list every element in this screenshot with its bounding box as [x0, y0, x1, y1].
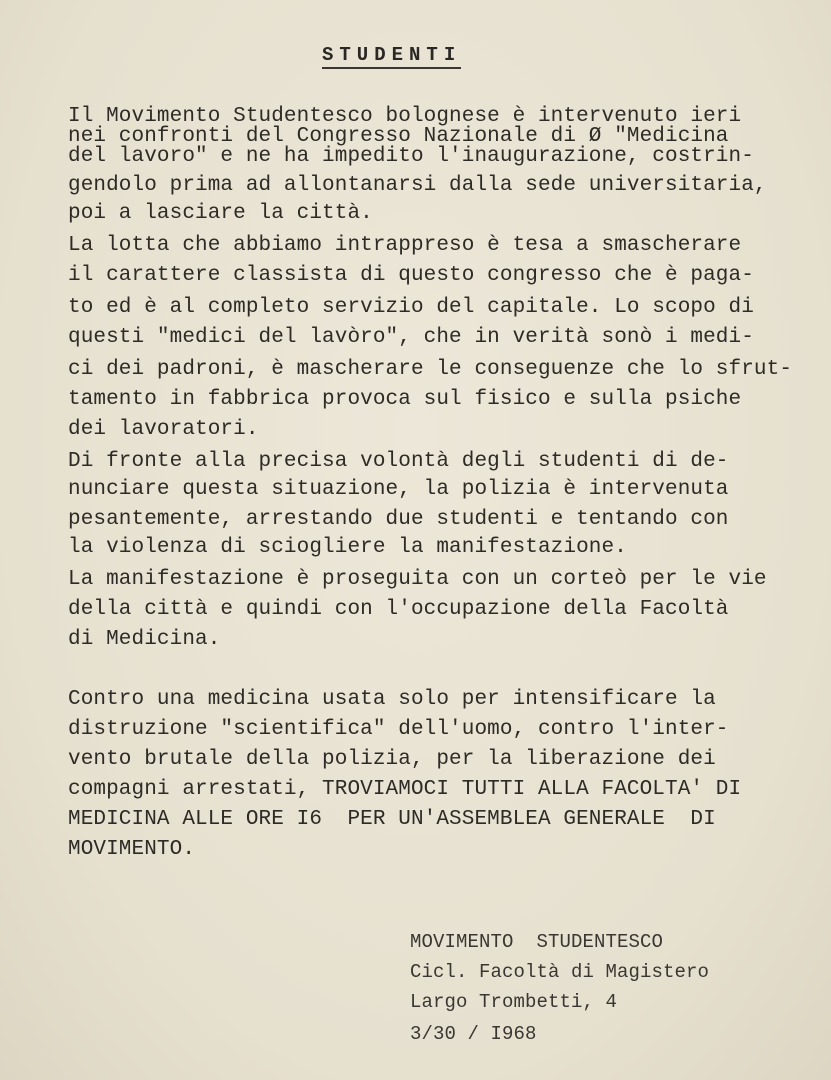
body-line: di Medicina. — [68, 628, 221, 651]
body-line: vento brutale della polizia, per la liberazione dei — [68, 748, 716, 771]
body-line: distruzione "scientifica" dell'uomo, contro l'inter- — [68, 718, 729, 741]
body-line: gendolo prima ad allontanarsi dalla sede universitaria, — [68, 174, 767, 197]
body-line: La manifestazione è proseguita con un corteò per le vie — [68, 568, 767, 591]
body-line: nunciare questa situazione, la polizia è intervenuta — [68, 478, 729, 501]
body-line: compagni arrestati, TROVIAMOCI TUTTI ALLA FACOLTA' DI — [68, 778, 742, 801]
body-line: dei lavoratori. — [68, 418, 259, 441]
body-line: to ed è al completo servizio del capitale. Lo scopo di — [68, 296, 754, 319]
body-line: poi a lasciare la città. — [68, 202, 373, 225]
signature-line: Largo Trombetti, 4 — [410, 991, 618, 1013]
body-line: MOVIMENTO. — [68, 838, 196, 861]
body-line: tamento in fabbrica provoca sul fisico e sulla psiche — [68, 388, 742, 411]
body-line: Contro una medicina usata solo per intensificare la — [68, 688, 716, 711]
body-line: la violenza di sciogliere la manifestazione. — [68, 536, 627, 559]
body-line: del lavoro" e ne ha impedito l'inaugurazione, costrin- — [68, 145, 754, 168]
body-line: Di fronte alla precisa volontà degli studenti di de- — [68, 450, 729, 473]
body-line: il carattere classista di questo congresso che è paga- — [68, 264, 754, 287]
body-line: pesantemente, arrestando due studenti e tentando con — [68, 508, 729, 531]
body-line: questi "medici del lavòro", che in verità sonò i medi- — [68, 326, 754, 349]
body-line: nei confronti del Congresso Nazionale di Ø "Medicina — [68, 125, 729, 148]
body-line: Il Movimento Studentesco bolognese è intervenuto ieri — [68, 105, 742, 128]
body-line: MEDICINA ALLE ORE I6 PER UN'ASSEMBLEA GENERALE DI — [68, 808, 716, 831]
signature-line: 3/30 / I968 — [410, 1023, 537, 1045]
body-line: della città e quindi con l'occupazione della Facoltà — [68, 598, 729, 621]
body-line: ci dei padroni, è mascherare le conseguenze che lo sfrut- — [68, 358, 793, 381]
signature-line: MOVIMENTO STUDENTESCO — [410, 931, 664, 953]
body-line: La lotta che abbiamo intrappreso è tesa a smascherare — [68, 234, 742, 257]
signature-line: Cicl. Facoltà di Magistero — [410, 961, 710, 983]
document-title: STUDENTI — [322, 43, 461, 69]
